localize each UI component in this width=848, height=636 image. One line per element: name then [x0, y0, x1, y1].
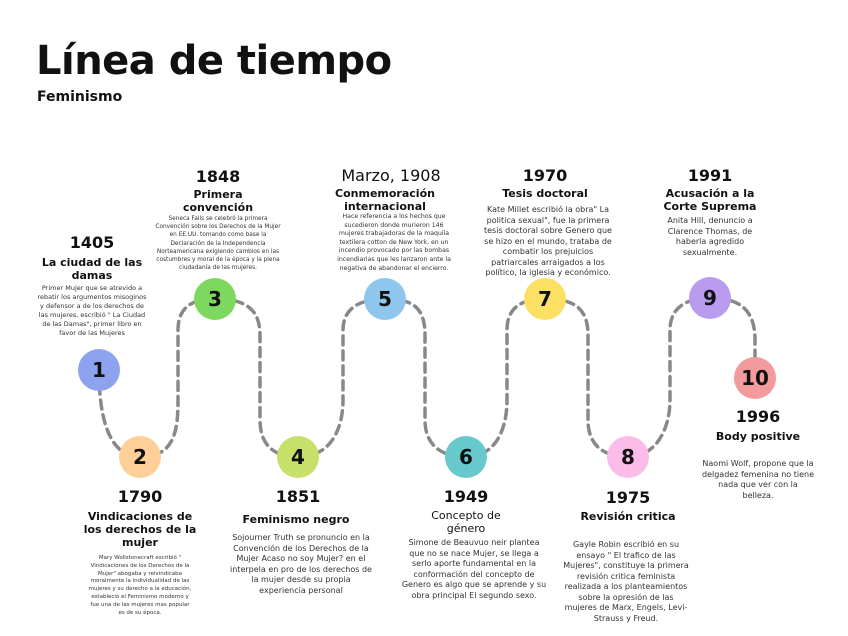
timeline-node-10: 10 [734, 357, 776, 399]
event-6-year: 1949 [443, 487, 489, 506]
timeline-node-4: 4 [277, 436, 319, 478]
event-4-text: Sojourner Truth se pronuncio en la Convención de los Derechos de la Mujer Acaso no soy Mujer? en el interpela en pro de los derechos de la mujer desde su propia experiencia personal [230, 533, 372, 595]
timeline-node-5: 5 [364, 278, 406, 320]
event-8-year: 1975 [605, 488, 651, 507]
event-3-heading: Primera convención [182, 188, 254, 214]
timeline-dashed-path [99, 298, 755, 457]
timeline-node-6: 6 [445, 436, 487, 478]
timeline-node-2: 2 [119, 436, 161, 478]
event-1-year: 1405 [69, 233, 115, 252]
event-7-text: Kate Millet escribió la obra" La politica sexual", fue la primera tesis doctoral sobre Genero que se hizo en el mundo, trataba de combatir los prejuicios patriarcales arraigados a los político, la iglesia y económico. [484, 205, 612, 277]
event-2-year: 1790 [117, 487, 163, 506]
event-5-text: Hace referencia a los hechos que sucedieron donde murieron 146 mujeres trabajadoras de la maquila textilera cotton de New York, en un incendio provocado por las bombas incendiarias que les lanzaron ante la negativa de abandonar el encierro. [337, 213, 451, 272]
event-2-text: Mary Wollstonecraft escribió " Vindicaciones de los Derechos de la Mujer" abogaba y reivindicaba moralmente la individualidad de las mujeres y su derecho a la educación, estableció el Feminismo moderno y fue una de las mujeres mas popular es de su época. [88, 555, 192, 616]
timeline-node-3: 3 [194, 278, 236, 320]
event-8-heading: Revisión critica [580, 510, 676, 523]
event-3-text: Seneca Falls se celebró la primera Convención sobre los Derechos de la Mujer en EE.UU. tomando como base la Declaración de la Independencia Norteamericana exigiendo cambios en las costumbres y moral de la época y la plena ciudadanía de las mujeres. [155, 216, 281, 272]
event-9-text: Anita Hill, denuncio a Clarence Thomas, de haberla agredido sexualmente. [667, 216, 753, 257]
event-4-heading: Feminismo negro [242, 513, 350, 526]
event-7-heading: Tesis doctoral [502, 187, 588, 200]
timeline-node-1: 1 [78, 349, 120, 391]
event-3-year: 1848 [195, 167, 241, 186]
event-1-heading: La ciudad de las damas [41, 256, 143, 282]
event-9-year: 1991 [687, 166, 733, 185]
timeline-node-8: 8 [607, 436, 649, 478]
timeline-node-9: 9 [689, 277, 731, 319]
event-2-heading: Vindicaciones de los derechos de la mujer [83, 510, 197, 549]
event-10-heading: Body positive [715, 430, 801, 443]
event-6-text: Simone de Beauvuo neir plantea que no se nace Mujer, se llega a serlo aporte fundamental en la conformación del concepto de Genero es algo que se aprende y su obra principal El segundo sexo. [401, 538, 547, 600]
event-4-year: 1851 [275, 487, 321, 506]
page-title: Línea de tiempo [36, 38, 392, 84]
event-8-text: Gayle Robin escribió en su ensayo " El trafico de las Mujeres", constituye la primera revisión critica feminista realizada a los planteamientos sobre la opresión de las mujeres de Marx, Engels, Levi-Strauss y Freud. [563, 540, 689, 623]
event-7-year: 1970 [522, 166, 568, 185]
event-10-year: 1996 [735, 407, 781, 426]
event-9-heading: Acusación a la Corte Suprema [663, 187, 757, 213]
event-5-year: Marzo, 1908 [341, 166, 441, 185]
event-6-heading: Concepto de género [431, 509, 501, 535]
timeline-node-7: 7 [524, 278, 566, 320]
page-subtitle: Feminismo [37, 89, 123, 105]
event-5-heading: Conmemoración internacional [335, 187, 435, 213]
event-1-text: Primer Mujer que se atrevido a rebatir los argumentos misoginos y defensor a de los derechos de las mujeres, escribió " La Ciudad de las Damas", primer libro en favor de las Mujeres [37, 284, 147, 337]
event-10-text: Naomi Wolf, propone que la delgadez femenina no tiene nada que ver con la belleza. [702, 459, 814, 500]
